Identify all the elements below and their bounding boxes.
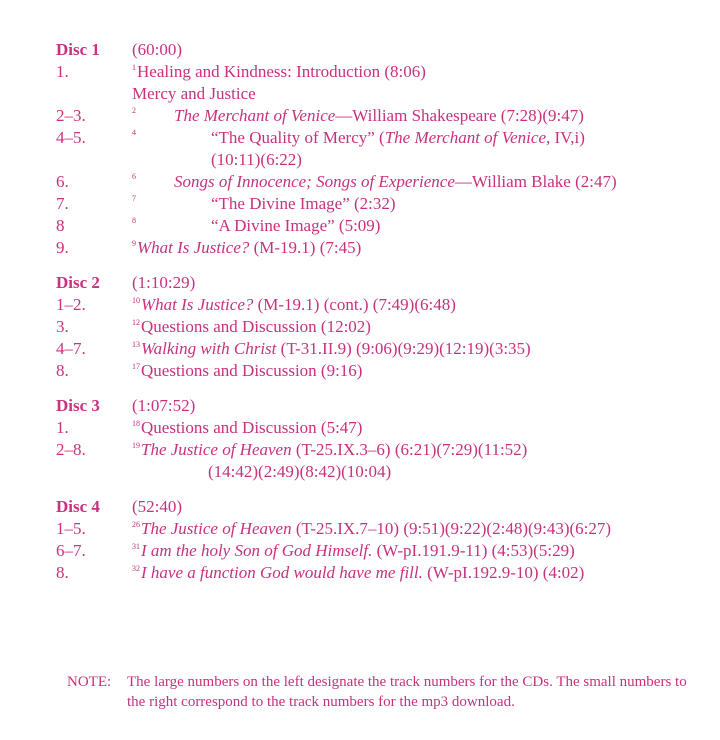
work-title: I am the holy Son of God Himself.: [141, 541, 373, 560]
mp3-track-number: 12: [132, 318, 140, 327]
work-title: The Merchant of Venice: [384, 128, 546, 147]
track-text: (W-pI.191.9-11) (4:53)(5:29): [372, 541, 575, 560]
track-row: [56, 127, 716, 149]
work-title: What Is Justice?: [141, 295, 254, 314]
track-title: [174, 105, 584, 127]
track-title: [132, 439, 527, 461]
mp3-track-number: 10: [132, 296, 140, 305]
track-title: [211, 149, 302, 171]
mp3-track-number: 18: [132, 419, 140, 428]
disc-header: [56, 39, 716, 61]
track-title: [132, 338, 531, 360]
track-text: (T-25.IX.7–10) (9:51)(9:22)(2:48)(9:43)(6:27): [291, 519, 612, 538]
track-text: —William Blake (2:47): [454, 172, 617, 191]
work-title: Songs of Innocence; Songs of Experience: [174, 172, 455, 191]
disc-4-section: [56, 496, 716, 584]
track-text: (M-19.1) (cont.) (7:49)(6:48): [253, 295, 456, 314]
cd-track-number: 4–7.: [56, 339, 86, 358]
cd-track-number: 1.: [56, 62, 69, 81]
track-text: “The Quality of Mercy” (: [211, 128, 385, 147]
track-title: [132, 61, 426, 83]
track-row: [56, 439, 716, 461]
cd-track-number: 6.: [56, 172, 69, 191]
footnote: [67, 672, 687, 712]
track-row: [56, 193, 716, 215]
disc-duration: (60:00): [132, 40, 183, 59]
track-text: (T-31.II.9) (9:06)(9:29)(12:19)(3:35): [276, 339, 531, 358]
track-row: [56, 149, 716, 171]
track-row: [56, 215, 716, 237]
mp3-track-number: 26: [132, 520, 140, 529]
track-row: [56, 562, 716, 584]
mp3-track-number: 6: [132, 172, 136, 181]
disc-duration: (1:07:52): [132, 396, 196, 415]
track-text: (M-19.1) (7:45): [249, 238, 362, 257]
track-row: [56, 237, 716, 259]
track-row: [56, 171, 716, 193]
track-title: [174, 171, 617, 193]
note-label: NOTE:: [67, 674, 112, 690]
track-title: [132, 360, 362, 382]
work-title: What Is Justice?: [137, 238, 250, 257]
track-row: [56, 61, 716, 83]
disc-header: [56, 496, 716, 518]
cd-track-number: 6–7.: [56, 541, 86, 560]
track-row: [56, 105, 716, 127]
track-row: [56, 540, 716, 562]
track-text: , IV,i): [546, 128, 585, 147]
mp3-track-number: 4: [132, 128, 136, 137]
disc-duration: (52:40): [132, 497, 183, 516]
track-text: “The Divine Image” (2:32): [211, 194, 396, 213]
track-title: [211, 215, 380, 237]
cd-track-number: 1.: [56, 418, 69, 437]
track-text: (14:42)(2:49)(8:42)(10:04): [208, 462, 392, 481]
disc-label: Disc 1: [56, 40, 100, 59]
disc-duration: (1:10:29): [132, 273, 196, 292]
note-text: The large numbers on the left designate the track numbers for the CDs. The small numbers to the right correspond to the track numbers for the mp3 download.: [127, 674, 687, 710]
mp3-track-number: 9: [132, 239, 136, 248]
track-title: [211, 193, 396, 215]
track-row: [56, 360, 716, 382]
track-text: (W-pI.192.9-10) (4:02): [422, 563, 585, 582]
track-text: Questions and Discussion (9:16): [141, 361, 363, 380]
cd-track-number: 8: [56, 216, 65, 235]
cd-track-number: 3.: [56, 317, 69, 336]
cd-track-number: 1–5.: [56, 519, 86, 538]
mp3-track-number: 17: [132, 362, 140, 371]
track-title: [132, 417, 362, 439]
disc-1-section: [56, 39, 716, 259]
track-row: [56, 461, 716, 483]
cd-track-number: 2–8.: [56, 440, 86, 459]
track-title: [132, 316, 371, 338]
track-row: [56, 294, 716, 316]
track-title: [132, 237, 361, 259]
disc-3-section: [56, 395, 716, 483]
track-title: [208, 461, 391, 483]
track-text: Mercy and Justice: [132, 84, 256, 103]
track-row: [56, 417, 716, 439]
cd-track-number: 9.: [56, 238, 69, 257]
mp3-track-number: 2: [132, 106, 136, 115]
cd-track-number: 4–5.: [56, 128, 86, 147]
track-title: [211, 127, 585, 149]
mp3-track-number: 1: [132, 63, 136, 72]
track-text: —William Shakespeare (7:28)(9:47): [335, 106, 584, 125]
work-title: The Justice of Heaven: [141, 519, 292, 538]
track-listing: [56, 39, 716, 597]
cd-track-number: 8.: [56, 361, 69, 380]
disc-label: Disc 3: [56, 396, 100, 415]
mp3-track-number: 19: [132, 441, 140, 450]
work-title: The Justice of Heaven: [141, 440, 292, 459]
disc-header: [56, 395, 716, 417]
work-title: I have a function God would have me fill.: [141, 563, 423, 582]
disc-2-section: [56, 272, 716, 382]
track-text: (T-25.IX.3–6) (6:21)(7:29)(11:52): [291, 440, 528, 459]
track-row: [56, 83, 716, 105]
track-title: [132, 518, 611, 540]
track-title: [132, 83, 256, 105]
track-row: [56, 518, 716, 540]
mp3-track-number: 7: [132, 194, 136, 203]
mp3-track-number: 8: [132, 216, 136, 225]
track-title: [132, 540, 575, 562]
mp3-track-number: 13: [132, 340, 140, 349]
track-text: “A Divine Image” (5:09): [211, 216, 381, 235]
cd-track-number: 2–3.: [56, 106, 86, 125]
mp3-track-number: 32: [132, 564, 140, 573]
disc-header: [56, 272, 716, 294]
track-text: (10:11)(6:22): [211, 150, 302, 169]
track-title: [132, 294, 456, 316]
cd-track-number: 1–2.: [56, 295, 86, 314]
track-row: [56, 316, 716, 338]
work-title: The Merchant of Venice: [174, 106, 336, 125]
cd-track-number: 8.: [56, 563, 69, 582]
disc-label: Disc 4: [56, 497, 100, 516]
track-row: [56, 338, 716, 360]
mp3-track-number: 31: [132, 542, 140, 551]
disc-label: Disc 2: [56, 273, 100, 292]
work-title: Walking with Christ: [141, 339, 277, 358]
track-title: [132, 562, 584, 584]
track-text: Healing and Kindness: Introduction (8:06): [137, 62, 426, 81]
track-text: Questions and Discussion (5:47): [141, 418, 363, 437]
cd-track-number: 7.: [56, 194, 69, 213]
track-text: Questions and Discussion (12:02): [141, 317, 371, 336]
